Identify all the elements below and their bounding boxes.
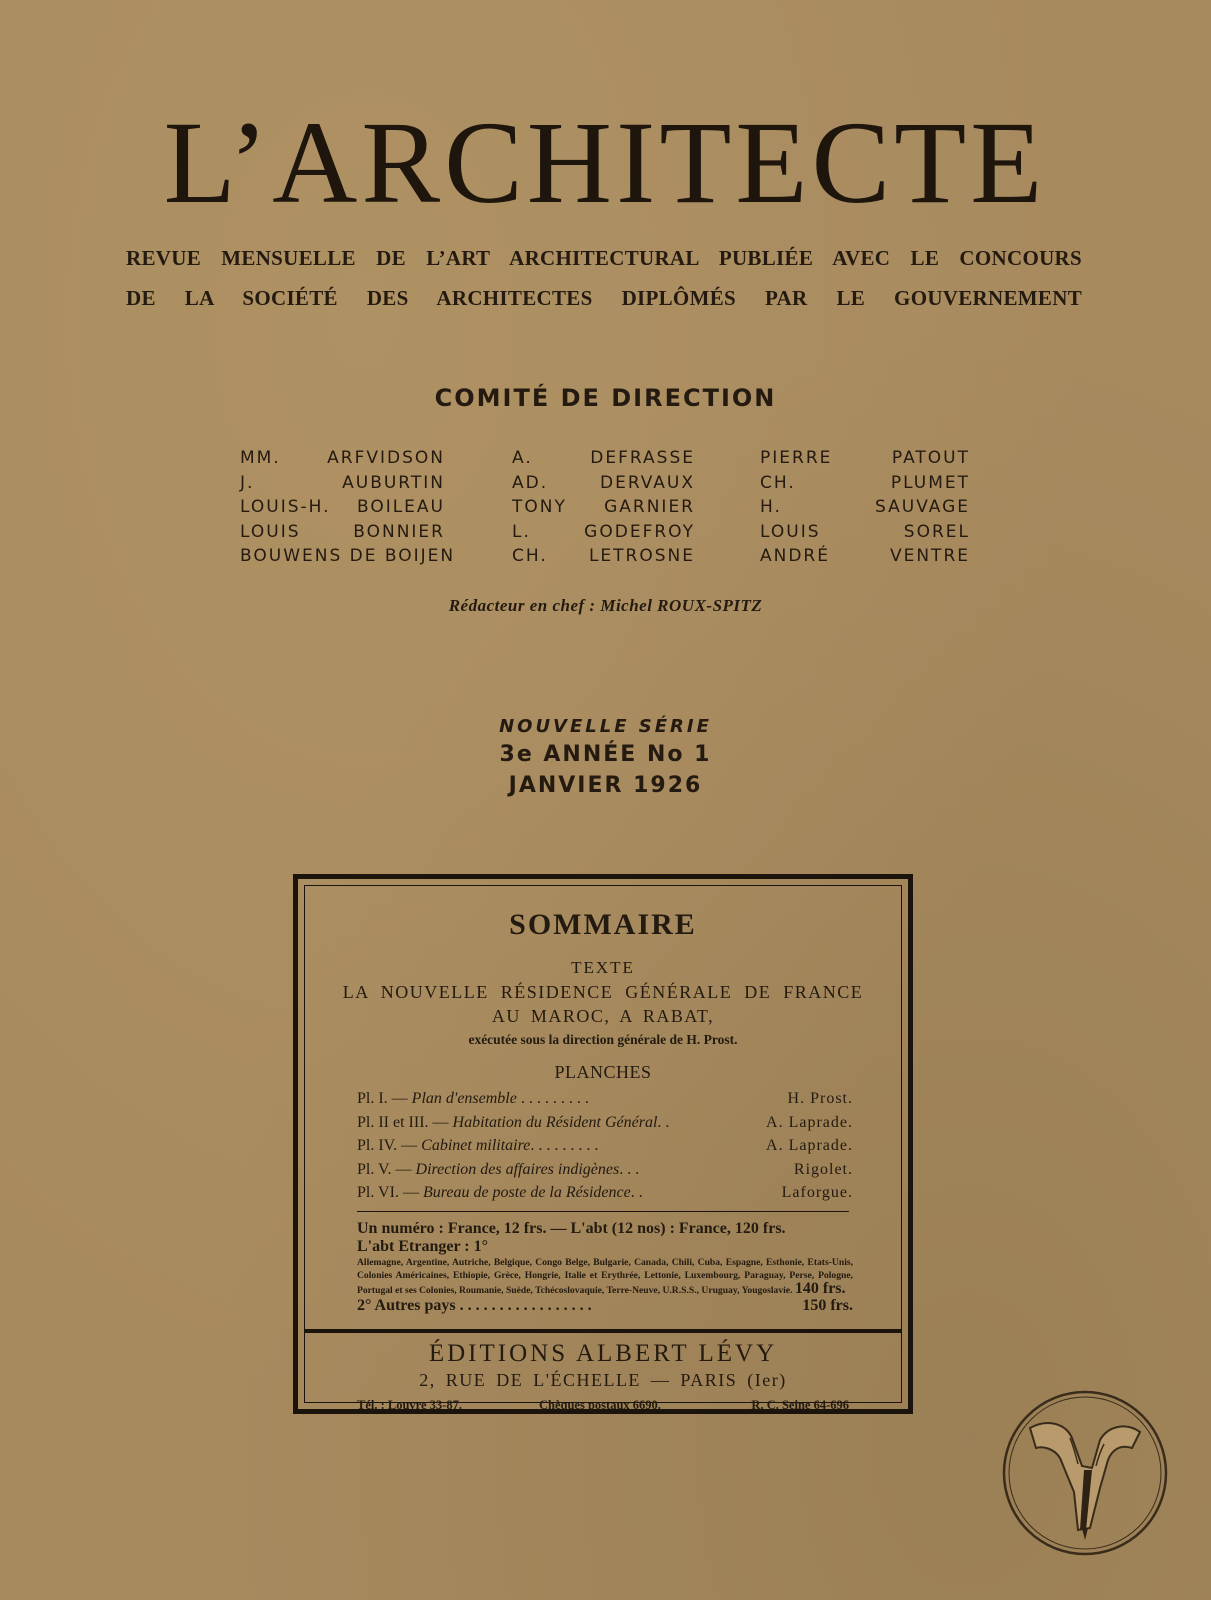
committee-member: TONY GARNIER (512, 497, 695, 517)
plate-entry (357, 1184, 853, 1208)
plate-title: Cabinet militaire (421, 1137, 531, 1154)
plate-number: Pl. I. — (357, 1090, 408, 1107)
plate-entry (357, 1114, 853, 1138)
plate-leader-dots: . . . . . . . . . (530, 1137, 599, 1154)
plate-leader-dots: . . (657, 1113, 670, 1131)
plates-list (357, 1090, 853, 1208)
plate-leader-dots: . . (630, 1184, 643, 1201)
plate-title: Direction des affaires indigènes (415, 1160, 620, 1178)
subscription-prices (357, 1220, 853, 1319)
article-title-line-1: LA NOUVELLE RÉSIDENCE GÉNÉRALE DE FRANCE (342, 982, 864, 1002)
hand-holding-pen-emblem-icon (1000, 1388, 1170, 1558)
committee-member: CH. PLUMET (760, 472, 970, 493)
summary-divider (357, 1211, 849, 1212)
price-foreign-amount: 140 frs. (794, 1280, 846, 1297)
price-foreign-countries: Allemagne, Argentine, Autriche, Belgique, Congo Belge, Bulgarie, Canada, Chili, Cuba, Espagne, Esthonie, Etats-Unis, Colonies Américaines, Ethiopie, Grèce, Hongrie, Italie et Erythrée, Lettonie, Luxembourg, Paraguay, Perse, Pologne, Portugal et ses Colonies, Roumanie, Suède, Tchécoslovaquie, Terre-Neuve, U.R.S.S., Uruguay, Yougoslavie. (357, 1257, 853, 1296)
summary-heading: SOMMAIRE (509, 908, 697, 941)
committee-member: ANDRÉ VENTRE (760, 546, 970, 566)
plate-author: H. Prost. (787, 1090, 853, 1107)
committee-member: LOUIS BONNIER (240, 521, 445, 542)
committee-member: L. GODEFROY (512, 521, 695, 542)
plate-author: A. Laprade. (766, 1113, 853, 1131)
plate-number: Pl. II et III. — (357, 1113, 449, 1131)
plate-author: Rigolet. (793, 1160, 853, 1178)
article-credit: exécutée sous la direction générale de H. Prost. (468, 1032, 738, 1047)
issue-series: NOUVELLE SÉRIE (499, 716, 712, 737)
plate-entry (357, 1137, 853, 1161)
publisher-divider (305, 1329, 901, 1333)
committee-member: CH. LETROSNE (512, 546, 695, 566)
issue-date: JANVIER 1926 (508, 773, 703, 798)
committee-member: PIERRE PATOUT (760, 448, 970, 468)
plate-leader-dots: . . . . . . . . . (516, 1090, 589, 1107)
committee-member: A. DEFRASSE (512, 448, 695, 468)
committee-member: AD. DERVAUX (512, 472, 695, 493)
subtitle-line-2: DE LA SOCIÉTÉ DES ARCHITECTES DIPLÔMÉS PAR LE GOUVERNEMENT (126, 286, 1082, 310)
price-other-countries (357, 1297, 853, 1319)
plate-number: Pl. V. — (357, 1160, 412, 1178)
committee-member: LOUIS SOREL (760, 521, 970, 542)
price-other-amount: 150 frs. (802, 1297, 853, 1314)
price-foreign-label: L'abt Etranger : 1° (357, 1238, 488, 1255)
committee-member: MM. ARFVIDSON (240, 448, 445, 468)
plate-title: Plan d'ensemble (411, 1090, 517, 1107)
summary-box (293, 874, 913, 1414)
committee-member: J. AUBURTIN (240, 472, 445, 493)
publisher-name: ÉDITIONS ALBERT LÉVY (428, 1340, 778, 1367)
plate-author: Laforgue. (781, 1184, 853, 1201)
committee-heading: COMITÉ DE DIRECTION (434, 384, 777, 412)
plate-title: Habitation du Résident Général (452, 1113, 658, 1131)
publisher-telephone: Tél. : Louvre 33-87. (357, 1398, 462, 1412)
summary-box-inner (304, 885, 902, 1412)
committee-column-3 (760, 446, 970, 569)
plate-title: Bureau de poste de la Résidence (422, 1184, 631, 1201)
plate-entry (357, 1161, 853, 1185)
committee-member: LOUIS-H. BOILEAU (240, 497, 445, 517)
plate-leader-dots: . . . (619, 1160, 640, 1178)
publisher-cheques: Chèques postaux 6690. (539, 1398, 661, 1412)
issue-year-number: 3e ANNÉE No 1 (499, 742, 712, 767)
committee-column-1 (240, 446, 456, 569)
committee-member: BOUWENS DE BOIJEN (240, 546, 456, 566)
publisher-registry: R. C. Seine 64-696 (751, 1398, 849, 1412)
plate-author: A. Laprade. (766, 1137, 853, 1154)
plate-entry (357, 1090, 853, 1114)
plate-number: Pl. IV. — (357, 1137, 418, 1154)
article-title-line-2: AU MAROC, A RABAT, (491, 1006, 715, 1026)
subtitle-line-1: REVUE MENSUELLE DE L’ART ARCHITECTURAL PUBLIÉE AVEC LE CONCOURS (126, 246, 1082, 270)
magazine-title: L’ARCHITECTE (163, 97, 1047, 228)
plates-heading: PLANCHES (554, 1062, 652, 1082)
committee-member: H. SAUVAGE (760, 497, 970, 517)
price-single-issue: Un numéro : France, 12 frs. — L'abt (12 nos) : France, 120 frs. (357, 1220, 786, 1237)
price-other-label: 2° Autres pays . . . . . . . . . . . . . . . . . (357, 1297, 592, 1314)
publisher-address: 2, RUE DE L'ÉCHELLE — PARIS (Ier) (419, 1370, 787, 1390)
editor-in-chief: Rédacteur en chef : Michel ROUX-SPITZ (448, 596, 763, 615)
plate-number: Pl. VI. — (357, 1184, 419, 1201)
committee-column-2 (512, 446, 695, 569)
text-heading: TEXTE (571, 958, 635, 977)
